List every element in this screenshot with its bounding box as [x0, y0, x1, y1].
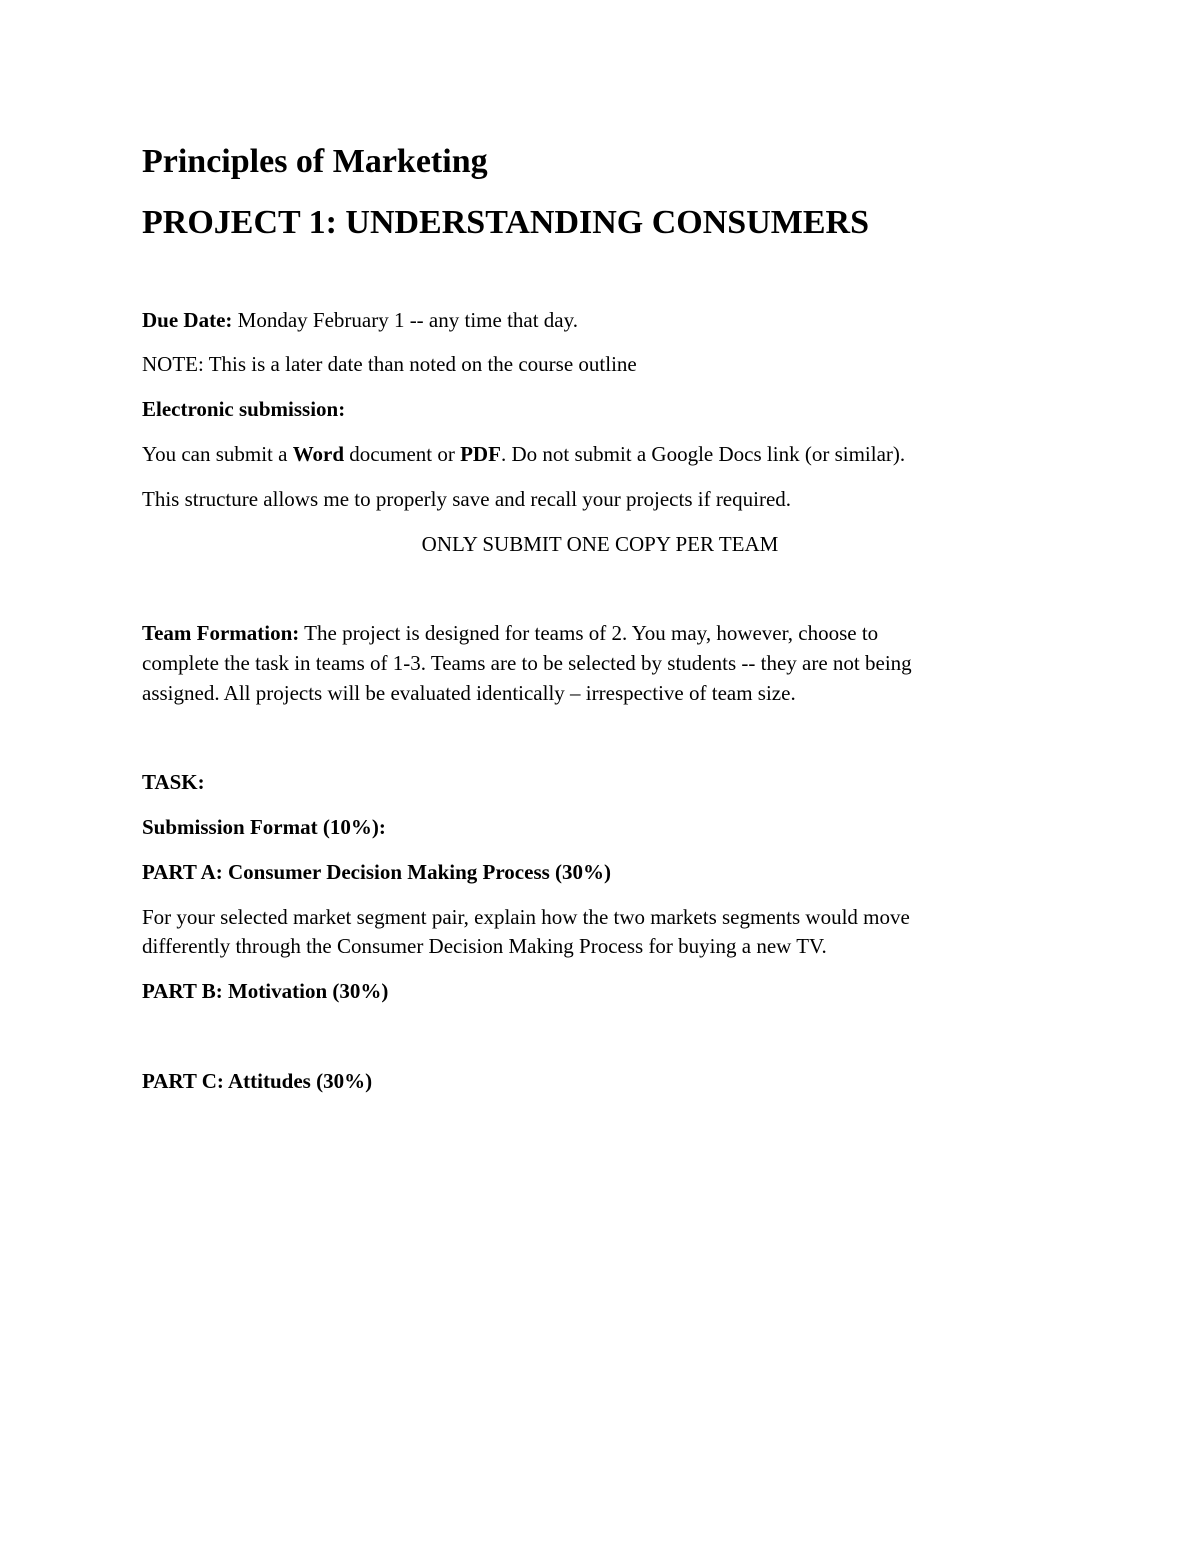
due-date-text: Monday February 1 -- any time that day. [232, 308, 579, 332]
part-b-heading: PART B: Motivation (30%) [142, 979, 389, 1003]
due-date-label: Due Date: [142, 308, 233, 332]
structure-line: This structure allows me to properly save and recall your projects if required. [142, 487, 792, 511]
only-submit-notice: ONLY SUBMIT ONE COPY PER TEAM [421, 532, 779, 556]
team-formation-line-3: assigned. All projects will be evaluated identically – irrespective of team size. [142, 681, 796, 705]
part-a-line-1: For your selected market segment pair, explain how the two markets segments would move [142, 905, 910, 929]
part-a-line-2: differently through the Consumer Decision Making Process for buying a new TV. [142, 934, 827, 958]
submit-format-line [142, 439, 905, 469]
note-line: NOTE: This is a later date than noted on the course outline [142, 352, 637, 376]
part-c-heading: PART C: Attitudes (30%) [142, 1069, 373, 1093]
pdf-format: PDF [460, 442, 501, 466]
electronic-submission-label: Electronic submission: [142, 397, 346, 421]
part-a-heading: PART A: Consumer Decision Making Process (30%) [142, 860, 612, 884]
document-title: Principles of Marketing [142, 143, 488, 180]
team-formation-label: Team Formation: [142, 621, 300, 645]
task-label: TASK: [142, 770, 205, 794]
submission-format-heading: Submission Format (10%): [142, 815, 386, 839]
team-formation-line-1 [142, 618, 878, 648]
submit-text-1: You can submit a [142, 442, 293, 466]
submit-text-3: . Do not submit a Google Docs link (or similar). [500, 442, 906, 466]
team-formation-line-2: complete the task in teams of 1-3. Teams are to be selected by students -- they are not being [142, 651, 912, 675]
project-heading: PROJECT 1: UNDERSTANDING CONSUMERS [142, 204, 869, 241]
submit-text-2: document or [344, 442, 461, 466]
due-date-line [142, 305, 578, 335]
word-format: Word [292, 442, 345, 466]
team-formation-text-1: The project is designed for teams of 2. You may, however, choose to [299, 621, 879, 645]
